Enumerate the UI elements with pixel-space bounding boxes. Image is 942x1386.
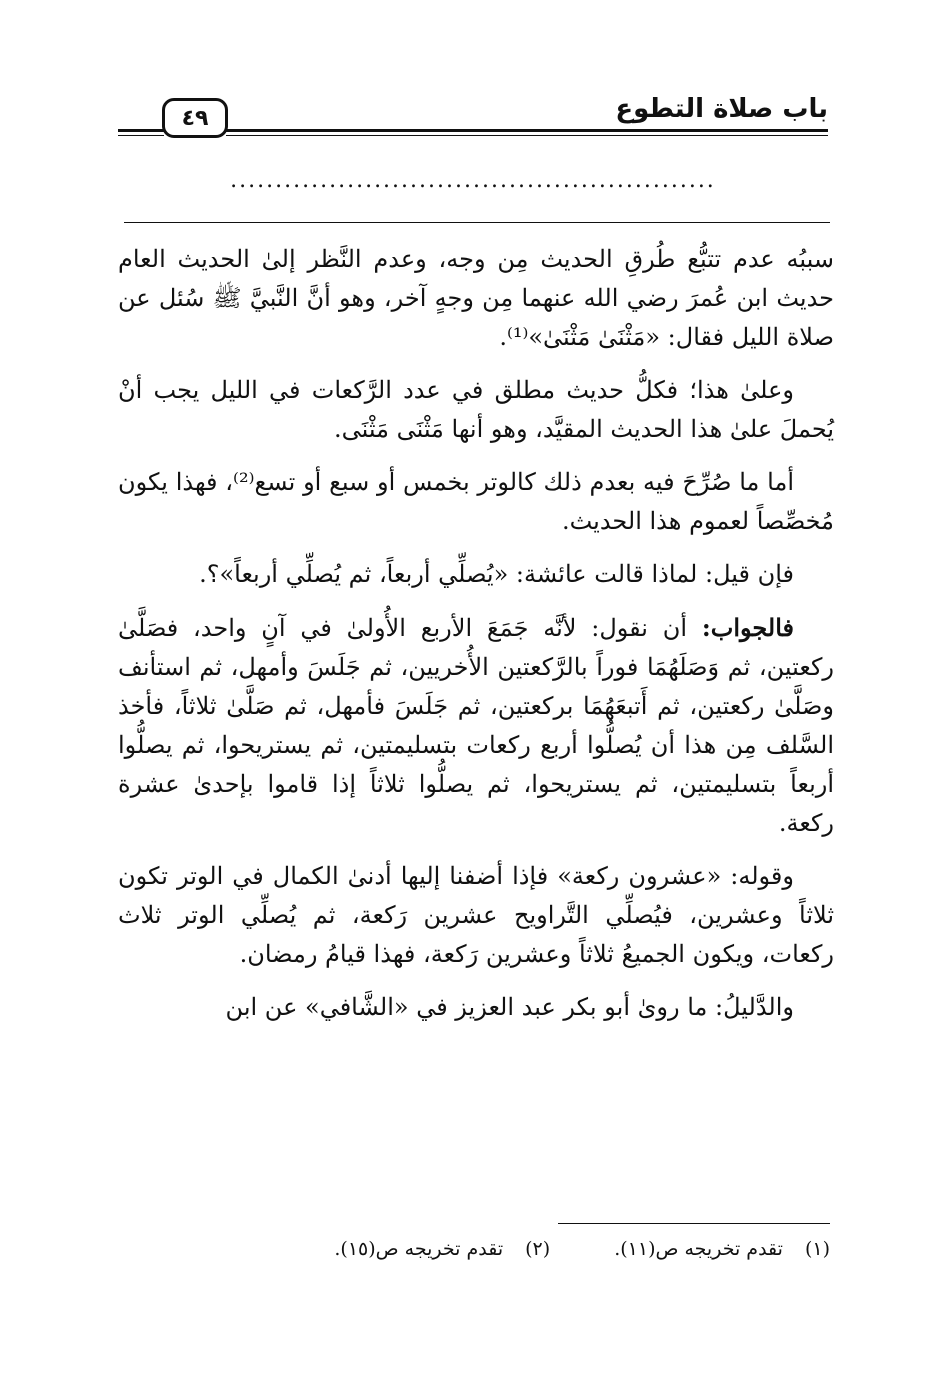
paragraph: فإن قيل: لماذا قالت عائشة: «يُصلِّي أربعاً، ثم يُصلِّي أربعاً»؟. [199, 560, 794, 588]
continuation-dots: ...................................................... [230, 168, 716, 193]
main-text [118, 240, 834, 1041]
footnote-number: (١) [804, 1238, 830, 1260]
paragraph: وقوله: «عشرون ركعة» فإذا أضفنا إليها أدنىٰ الكمال في الوتر تكون ثلاثاً وعشرين، فيُصلِّي التَّراويح عشرين رَكعة، ثم يُصلِّي الوتر ثلاث ركعات، ويكون الجميعُ ثلاثاً وعشرين رَكعة، فهذا قيامُ رمضان. [118, 862, 834, 968]
paragraph: وعلىٰ هذا؛ فكلُّ حديث مطلق في عدد الرَّكعات في الليل يجب أنْ يُحملَ علىٰ هذا الحديث المقيَّد، وهو أنها مَثْنَى مَثْنَى. [118, 376, 834, 443]
divider [124, 222, 830, 223]
page-header [118, 92, 828, 144]
footnote-item [614, 1238, 830, 1260]
footnote-text: تقدم تخريجه ص(١٥). [334, 1238, 504, 1260]
answer-text: أن نقول: لأنَّه جَمَعَ الأربع الأُولىٰ في آنٍ واحد، فصَلَّىٰ ركعتين، ثم وَصَلَهُمَا فوراً بالرَّكعتين الأُخريين، ثم جَلَسَ وأمهل، ثم استأنف وصَلَّىٰ ركعتين، ثم أَتبعَهُمَا بركعتين، ثم جَلَسَ فأمهل، ثم صَلَّىٰ ثلاثاً، فأخذ السَّلف مِن هذا أن يُصلُّوا أربع ركعات بتسليمتين، ثم يستريحوا، ثم يصلُّوا أربعاً بتسليمتين، ثم يستريحوا، ثم يصلُّوا ثلاثاً إذا قاموا بإحدىٰ عشرة ركعة. [118, 614, 834, 837]
footnote-item [334, 1238, 550, 1260]
footnote-text: تقدم تخريجه ص(١١). [614, 1238, 783, 1260]
paragraph: والدَّليلُ: ما روىٰ أبو بكر عبد العزيز في «الشَّافي» عن ابن [225, 993, 794, 1021]
footnote-number: (٢) [525, 1238, 551, 1260]
footnote-divider [558, 1223, 830, 1224]
header-rule [226, 129, 828, 136]
chapter-title: باب صلاة التطوع [615, 94, 828, 124]
answer-paragraph [118, 608, 834, 843]
paragraph: أما ما صُرِّحَ فيه بعدم ذلك كالوتر بخمس أو سبع أو تسع⁽²⁾، فهذا يكون مُخصِّصاً لعموم هذا الحديث. [118, 468, 834, 535]
answer-label: فالجواب: [701, 613, 794, 642]
page-number: ٤٩ [162, 98, 228, 138]
header-rule-left [118, 129, 164, 136]
paragraph: سببُه عدم تتبُّع طُرقِ الحديث مِن وجه، وعدم النَّظر إلىٰ الحديث العام حديث ابن عُمرَ رضي الله عنهما مِن وجهٍ آخر، وهو أنَّ النَّبيَّ ﷺ سُئل عن صلاة الليل فقال: «مَثْنَىٰ مَثْنَىٰ»⁽¹⁾. [118, 245, 834, 351]
footnotes [334, 1238, 830, 1260]
